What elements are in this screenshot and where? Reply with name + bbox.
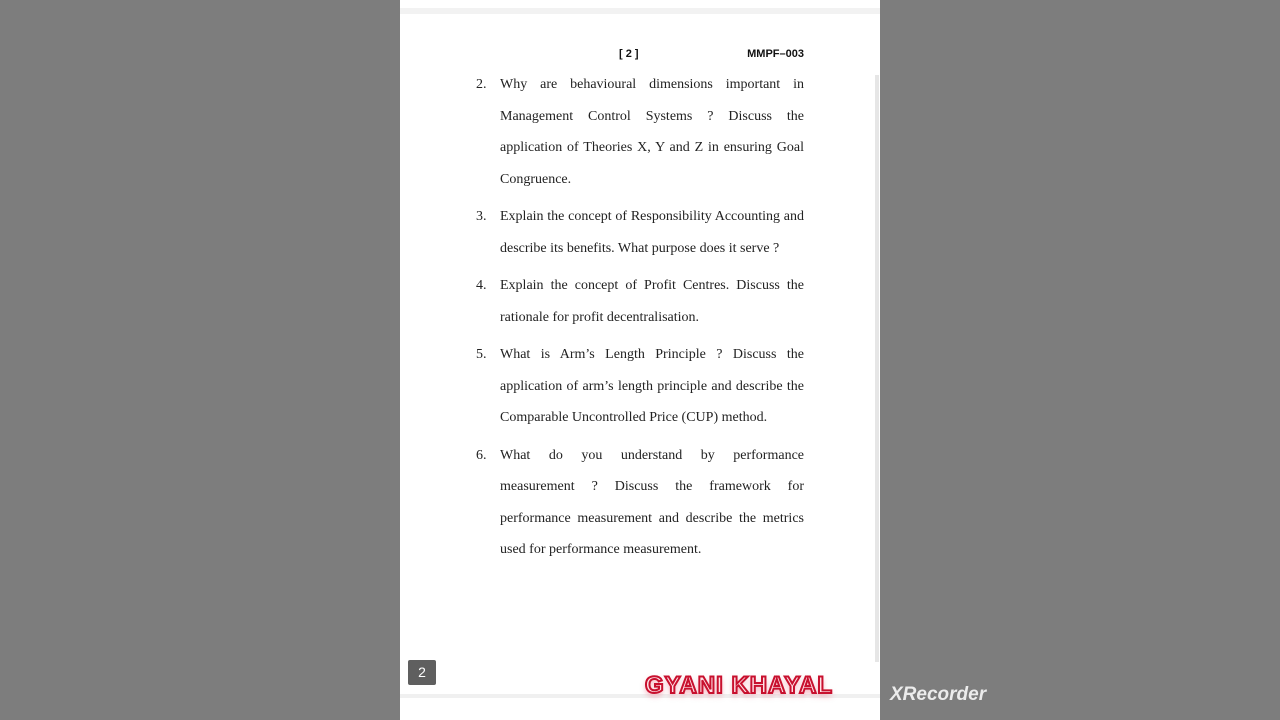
page-indicator-badge: 2 — [408, 660, 436, 685]
question-number: 6. — [476, 447, 487, 463]
scrollbar[interactable] — [875, 75, 879, 662]
recorder-watermark: XRecorder — [890, 684, 987, 705]
question-text: Why are behavioural dimensions important in Management Control Systems ? Discuss the application of Theories X, Y and Z in ensuring Goal Congruence. — [500, 77, 804, 187]
question-text: Explain the concept of Responsibility Accounting and describe its benefits. What purpose does it serve ? — [500, 209, 804, 256]
question-3 — [476, 201, 804, 264]
question-list — [476, 69, 804, 572]
question-number: 4. — [476, 278, 487, 293]
page-number-label: [ 2 ] — [619, 48, 639, 60]
question-text: What do you understand by performance measurement ? Discuss the framework for performance measurement and describe the metrics used for performance measurement. — [500, 447, 804, 557]
question-2 — [476, 69, 804, 195]
course-code: MMPF–003 — [747, 48, 804, 60]
question-number: 5. — [476, 347, 487, 362]
document-page[interactable] — [400, 0, 880, 720]
question-4 — [476, 270, 804, 333]
question-text: Explain the concept of Profit Centres. Discuss the rationale for profit decentralisation. — [500, 278, 804, 325]
page-top-edge — [400, 8, 880, 14]
channel-watermark: GYANI KHAYAL — [645, 672, 834, 699]
question-text: What is Arm’s Length Principle ? Discuss the application of arm’s length principle and describe the Comparable Uncontrolled Price (CUP) method. — [500, 347, 804, 425]
question-number: 2. — [476, 77, 487, 92]
question-6 — [476, 440, 804, 566]
question-5 — [476, 339, 804, 434]
question-number: 3. — [476, 209, 487, 224]
